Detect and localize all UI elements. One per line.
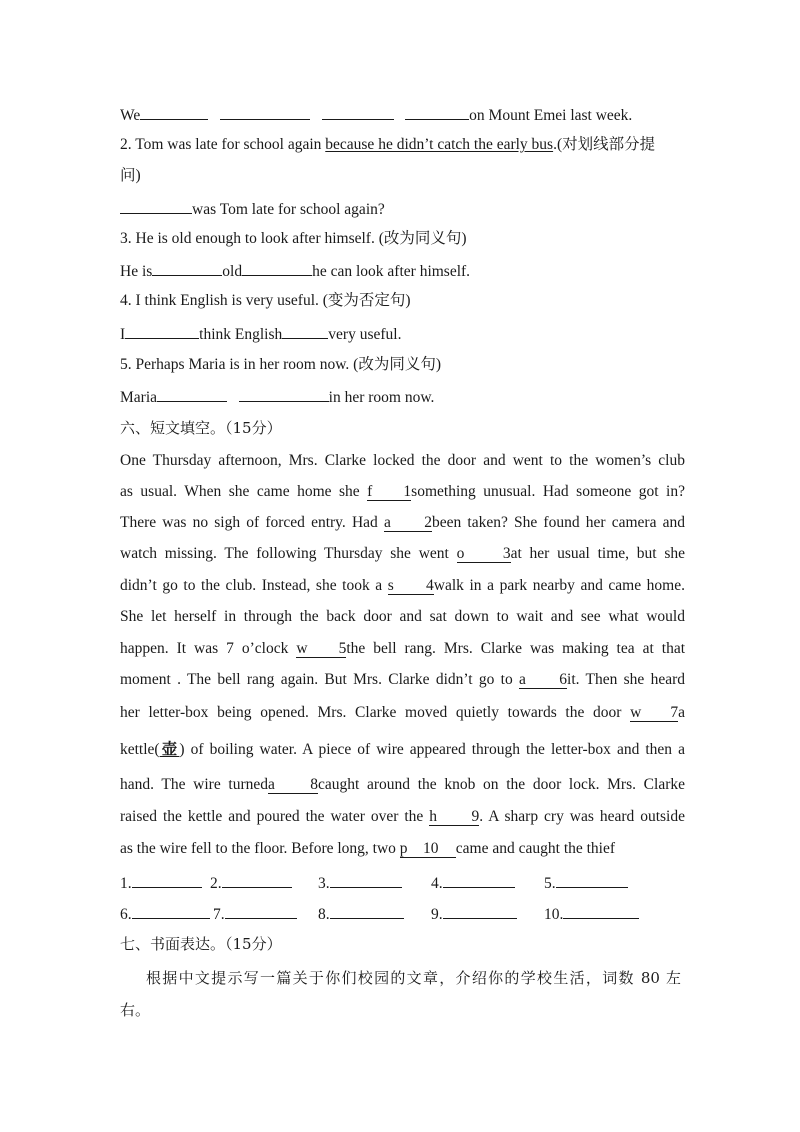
answer-5 [544,872,628,894]
passage-text: her letter-box being opened. Mrs. Clarke moved quietly towards the door [120,704,631,721]
passage-text: kettle( [120,741,160,758]
passage-blank-7[interactable]: w 7 [630,704,679,721]
q2-instruction: .(对划线部分提 [553,136,656,153]
passage-text: came and caught the thief [455,840,616,857]
answer-blank-2[interactable] [222,872,292,888]
q2-prefix: Tom was late for school again [135,136,326,153]
answer-label: 6. [120,906,132,923]
q1-start: We [120,107,141,124]
passage-line-1: One Thursday afternoon, Mrs. Clarke locked the door and went to the women’s club [120,452,685,469]
q5-a-end: in her room now. [328,389,435,406]
writing-prompt-cont: 右。 [120,1001,151,1019]
answer-1 [120,872,202,894]
q2-blank[interactable] [120,198,192,214]
passage-line-9 [120,703,685,723]
q4-prompt: 4. I think English is very useful. (变为否定句) [120,292,411,309]
passage-text: There was no sigh of forced entry. Had [120,514,384,531]
answer-2 [210,872,292,894]
passage-line-2 [120,482,685,502]
section-6-heading: 六、短文填空。（15分） [120,419,282,437]
passage-text: the bell rang. Mrs. Clarke was making tea at that [346,640,686,657]
passage-blank-10[interactable]: p 10 [400,841,456,858]
q1-end: on Mount Emei last week. [469,107,633,124]
answer-label: 5. [544,875,556,892]
q1-blank-2[interactable] [220,104,310,120]
passage-text: hand. The wire turned [120,776,269,793]
q1-blank-1[interactable] [140,104,208,120]
section-7-heading: 七、书面表达。（15分） [120,935,282,953]
answer-label: 1. [120,875,132,892]
q5-prompt: 5. Perhaps Maria is in her room now. (改为同义句) [120,356,441,373]
q3-blank-1[interactable] [152,260,222,276]
passage-blank-1[interactable]: f 1 [367,483,412,500]
q3-prompt: 3. He is old enough to look after himself. (改为同义句) [120,230,467,247]
q2-number: 2. [120,136,132,153]
passage-text: didn’t go to the club. Instead, she took a [120,577,388,594]
q1-blank-3[interactable] [322,104,394,120]
q3-answer-line [120,260,685,282]
answer-blank-8[interactable] [330,903,404,919]
answer-10 [544,903,639,925]
q2-underlined-part: because he didn’t catch the early bus [325,136,554,153]
passage-line-11 [120,775,685,795]
answer-blank-7[interactable] [225,903,297,919]
writing-prompt: 根据中文提示写一篇关于你们校园的文章，介绍你的学校生活，词数 80 左 [146,969,681,987]
answer-3 [318,872,402,894]
passage-text: ) of boiling water. A piece of wire appeared through the letter-box and then a [179,741,685,758]
answer-label: 9. [431,906,443,923]
passage-blank-9[interactable]: h 9 [429,808,480,825]
passage-text: it. Then she heard [567,671,686,688]
passage-blank-8[interactable]: a 8 [268,776,319,793]
answer-blank-4[interactable] [443,872,515,888]
answer-label: 10. [544,906,564,923]
q2-prompt [120,135,685,155]
q3-a-start: He is [120,263,153,280]
q5-blank-1[interactable] [157,386,227,402]
answer-label: 7. [213,906,225,923]
q3-a-mid: old [222,263,243,280]
answer-label: 4. [431,875,443,892]
passage-text: caught around the knob on the door lock. Mrs. Clarke [318,776,686,793]
answer-label: 8. [318,906,330,923]
passage-text: raised the kettle and poured the water over the [120,808,430,825]
q4-a-end: very useful. [328,326,402,343]
passage-text: as usual. When she came home she [120,483,368,500]
passage-blank-3[interactable]: o 3 [456,545,511,562]
answer-8 [318,903,404,925]
passage-text: been taken? She found her camera and [431,514,685,531]
q5-answer-line [120,386,685,408]
q4-blank-1[interactable] [125,323,199,339]
kettle-chinese-note: 壶 [159,740,180,758]
passage-blank-4[interactable]: s 4 [387,577,434,594]
passage-text: watch missing. The following Thursday she went [120,545,457,562]
q2-answer-end: was Tom late for school again? [192,201,385,218]
q5-a-start: Maria [120,389,158,406]
passage-line-3 [120,513,685,533]
passage-line-6: She let herself in through the back door and sat down to wait and see what would [120,608,685,625]
answer-label: 3. [318,875,330,892]
q1-answer-line [120,104,685,126]
passage-line-4 [120,544,685,564]
q3-a-end: he can look after himself. [312,263,471,280]
answer-blank-1[interactable] [132,872,202,888]
q4-a-mid: think English [199,326,283,343]
answer-7 [213,903,297,925]
passage-text: as the wire fell to the floor. Before long, two [120,840,400,857]
passage-text: moment . The bell rang again. But Mrs. Clarke didn’t go to [120,671,520,688]
passage-line-10 [120,739,685,760]
passage-text: a [678,704,685,721]
passage-text: . A sharp cry was heard outside [479,808,685,825]
passage-line-8 [120,670,685,690]
answer-label: 2. [210,875,222,892]
q4-answer-line [120,323,685,345]
answer-blank-6[interactable] [132,903,210,919]
q2-answer-line [120,198,685,220]
passage-blank-5[interactable]: w 5 [296,640,347,657]
answer-blank-10[interactable] [563,903,639,919]
q2-prompt-cont [120,166,685,186]
answer-blank-3[interactable] [330,872,402,888]
passage-text: something unusual. Had someone got in? [411,483,685,500]
answer-9 [431,903,517,925]
passage-line-13 [120,839,685,859]
passage-blank-2[interactable]: a 2 [383,514,432,531]
q1-blank-4[interactable] [405,104,469,120]
passage-text: walk in a park nearby and came home. [433,577,685,594]
passage-blank-6[interactable]: a 6 [519,671,568,688]
passage-line-5 [120,576,685,596]
answer-4 [431,872,515,894]
answer-blank-9[interactable] [443,903,517,919]
passage-line-12 [120,807,685,827]
q2-instruction-cont: 问) [120,167,141,184]
passage-line-7 [120,639,685,659]
passage-text: at her usual time, but she [510,545,686,562]
q3-blank-2[interactable] [242,260,312,276]
q4-blank-2[interactable] [282,323,328,339]
q5-blank-2[interactable] [239,386,329,402]
answer-blank-5[interactable] [556,872,628,888]
q4-a-start: I [120,326,126,343]
answer-6 [120,903,210,925]
passage-text: happen. It was 7 o’clock [120,640,297,657]
